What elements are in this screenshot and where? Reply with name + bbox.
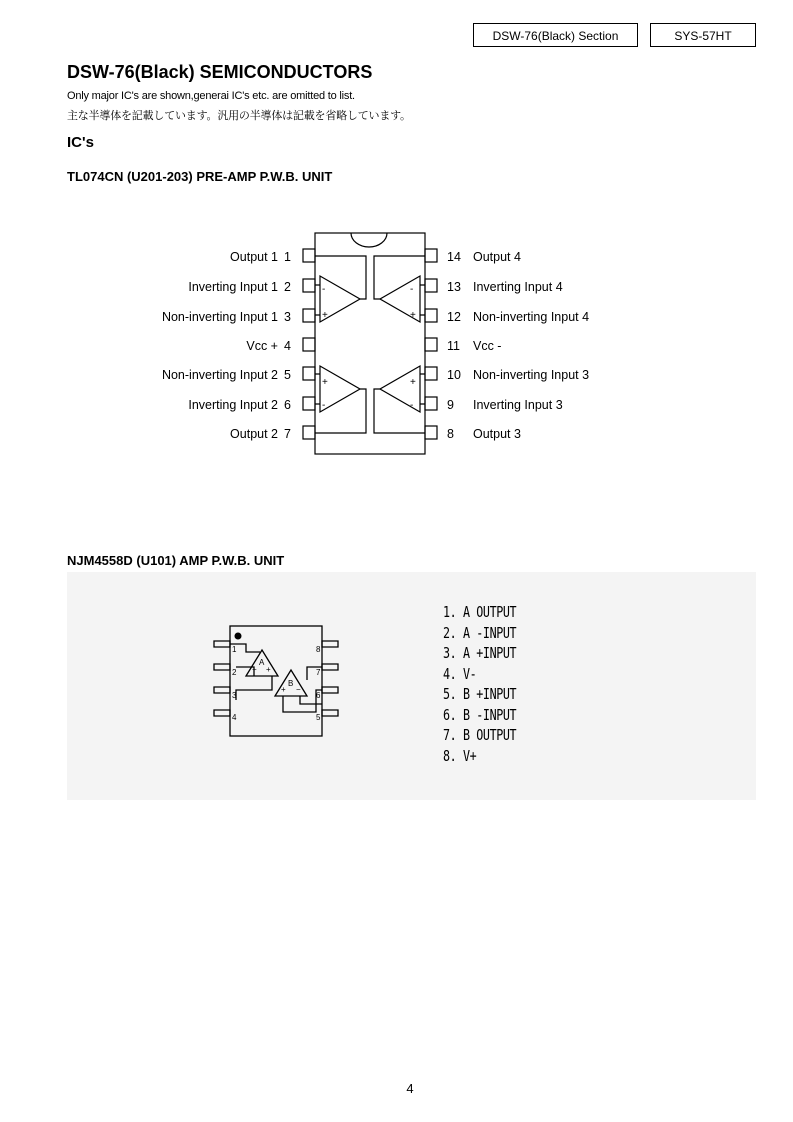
svg-text:4: 4 [232,713,237,722]
njm4558-heading: NJM4558D (U101) AMP P.W.B. UNIT [67,553,285,568]
njm4558-pin-item: 6. B -INPUT [443,705,517,724]
svg-text:8: 8 [316,645,321,654]
tl074-pin-number: 14 [447,250,461,264]
section-heading: IC's [67,134,94,151]
tl074-pin-label: Non-inverting Input 4 [473,310,590,324]
tl074-pin-number: 8 [447,427,454,441]
svg-text:6: 6 [316,691,321,700]
tl074-pin-number: 13 [447,280,461,294]
svg-text:B: B [288,679,294,688]
svg-text:+: + [410,377,416,388]
tl074-pin-label: Non-inverting Input 3 [473,368,590,382]
svg-text:+: + [266,665,271,674]
svg-text:+: + [410,310,416,321]
tl074-pin-label: Inverting Input 1 [188,280,278,294]
tl074-pin-label: Output 4 [473,250,521,264]
tl074-pin-number: 2 [284,280,291,294]
tl074-pin-number: 5 [284,368,291,382]
njm4558-pin-item: 3. A +INPUT [443,644,517,662]
njm4558-pin-list [443,602,516,766]
svg-text:−: − [252,665,257,674]
tl074-pin-label: Output 2 [230,427,278,441]
svg-text:A: A [259,658,265,667]
njm4558-pin-item: 5. B +INPUT [443,685,517,703]
tl074-pin-label: Inverting Input 3 [473,398,563,412]
svg-text:2: 2 [232,668,237,677]
svg-text:-: - [410,284,414,295]
svg-text:-: - [322,284,326,295]
svg-text:+: + [322,377,328,388]
tl074-pin-label: Non-inverting Input 2 [161,368,278,382]
tl074-heading: TL074CN (U201-203) PRE-AMP P.W.B. UNIT [67,169,333,184]
svg-text:3: 3 [232,691,237,700]
tl074-pin-number: 6 [284,398,291,412]
tl074-pin-number: 11 [447,339,460,353]
page-title: DSW-76(Black) SEMICONDUCTORS [67,62,373,82]
svg-text:-: - [322,400,326,411]
page-number: 4 [406,1081,414,1096]
tl074-pin-label: Vcc + [246,339,278,353]
tl074-pin-number: 4 [284,339,291,353]
tl074-pin-number: 10 [447,368,461,382]
tl074-pin-label: Non-inverting Input 1 [161,310,278,324]
njm4558-pin-item: 4. V- [443,664,477,683]
svg-text:-: - [410,400,414,411]
njm4558-pin-item: 8. V+ [443,746,477,765]
note-english: Only major IC's are shown,generai IC's etc. are omitted to list. [67,90,355,102]
svg-text:5: 5 [316,713,321,722]
njm4558-pin-item: 1. A OUTPUT [443,603,517,621]
tl074-pin-number: 3 [284,310,291,324]
tl074-pin-number: 12 [447,310,461,324]
svg-text:+: + [322,310,328,321]
tl074-pin-number: 7 [284,427,291,441]
note-japanese: 主な半導体を記載しています。汎用の半導体は記載を省略しています。 [67,110,411,122]
tl074-pin-label: Inverting Input 4 [473,280,563,294]
svg-text:+: + [281,685,286,694]
tl074-pin-number: 9 [447,398,454,412]
tl074-pin-label: Output 1 [230,250,278,264]
njm4558-pin-item: 2. A -INPUT [443,623,517,642]
tl074-pin-label: Inverting Input 2 [188,398,278,412]
tl074-pin-label: Output 3 [473,427,521,441]
header-section-label: DSW-76(Black) Section [473,23,638,47]
svg-text:7: 7 [316,668,321,677]
svg-text:1: 1 [232,645,237,654]
njm4558-package-body [230,626,322,736]
njm4558-pin-item: 7. B OUTPUT [443,726,517,744]
tl074-pin-label: Vcc - [473,339,502,353]
svg-text:−: − [296,685,301,694]
header-model-label: SYS-57HT [650,23,756,47]
tl074-pin-number: 1 [284,250,291,264]
